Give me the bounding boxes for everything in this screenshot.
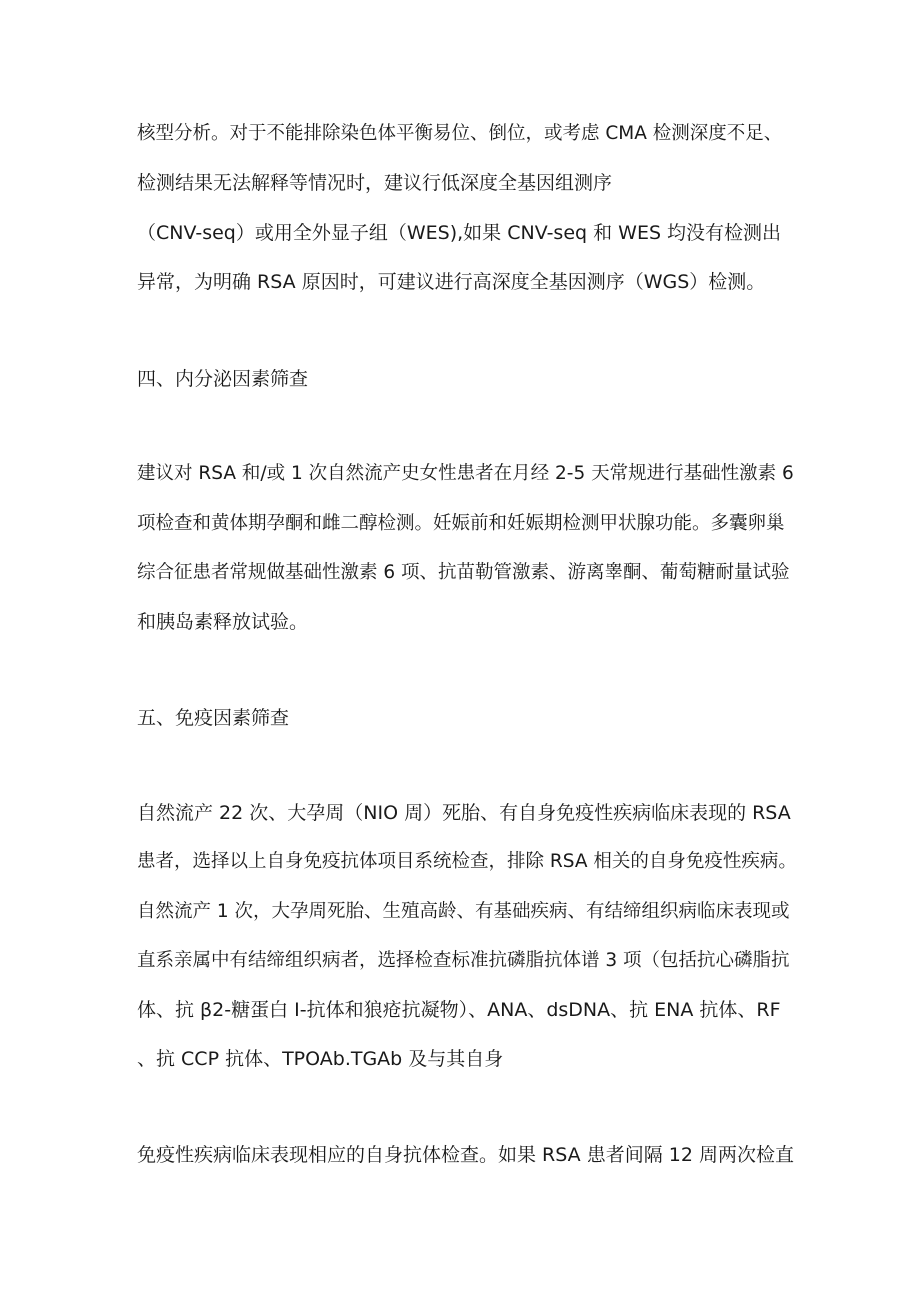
text-line: 综合征患者常规做基础性激素 6 项、抗苗勒管激素、游离睾酮、葡萄糖耐量试验 [137, 562, 790, 583]
text-line: 核型分析。对于不能排除染色体平衡易位、倒位，或考虑 CMA 检测深度不足、 [137, 123, 783, 144]
text-line: 检测结果无法解释等情况时，建议行低深度全基因组测序 [137, 172, 613, 194]
text-line: 直系亲属中有结缔组织病者，选择检查标准抗磷脂抗体谱 3 项（包括抗心磷脂抗 [137, 950, 790, 971]
section-heading: 四、内分泌因素筛查 [137, 368, 309, 390]
text-line: 和胰岛素释放试验。 [137, 611, 309, 633]
text-line: 异常，为明确 RSA 原因时，可建议进行高深度全基因测序（WGS）检测。 [137, 271, 766, 293]
text-line: 建议对 RSA 和/或 1 次自然流产史女性患者在月经 2-5 天常规进行基础性激素 6 [137, 463, 794, 484]
section-heading: 五、免疫因素筛查 [137, 707, 290, 729]
text-line: 项检查和黄体期孕酮和雌二醇检测。妊娠前和妊娠期检测甲状腺功能。多囊卵巢 [137, 513, 785, 534]
text-line: （CNV-seq）或用全外显子组（WES),如果 CNV-seq 和 WES 均没有检测出 [137, 222, 782, 244]
text-line: 体、抗 β2-糖蛋白 I-抗体和狼疮抗凝物）、ANA、dsDNA、抗 ENA 抗体、RF [137, 999, 781, 1021]
text-line: 免疫性疾病临床表现相应的自身抗体检查。如果 RSA 患者间隔 12 周两次检直 [137, 1144, 794, 1166]
text-line: 、抗 CCP 抗体、TPOAb.TGAb 及与其自身 [137, 1048, 504, 1070]
text-line: 患者，选择以上自身免疫抗体项目系统检查，排除 RSA 相关的自身免疫性疾病。 [137, 851, 797, 872]
text-line: 自然流产 22 次、大孕周（NIO 周）死胎、有自身免疫性疾病临床表现的 RSA [137, 802, 791, 824]
text-line: 自然流产 1 次，大孕周死胎、生殖高龄、有基础疾病、有结缔组织病临床表现或 [137, 901, 790, 922]
